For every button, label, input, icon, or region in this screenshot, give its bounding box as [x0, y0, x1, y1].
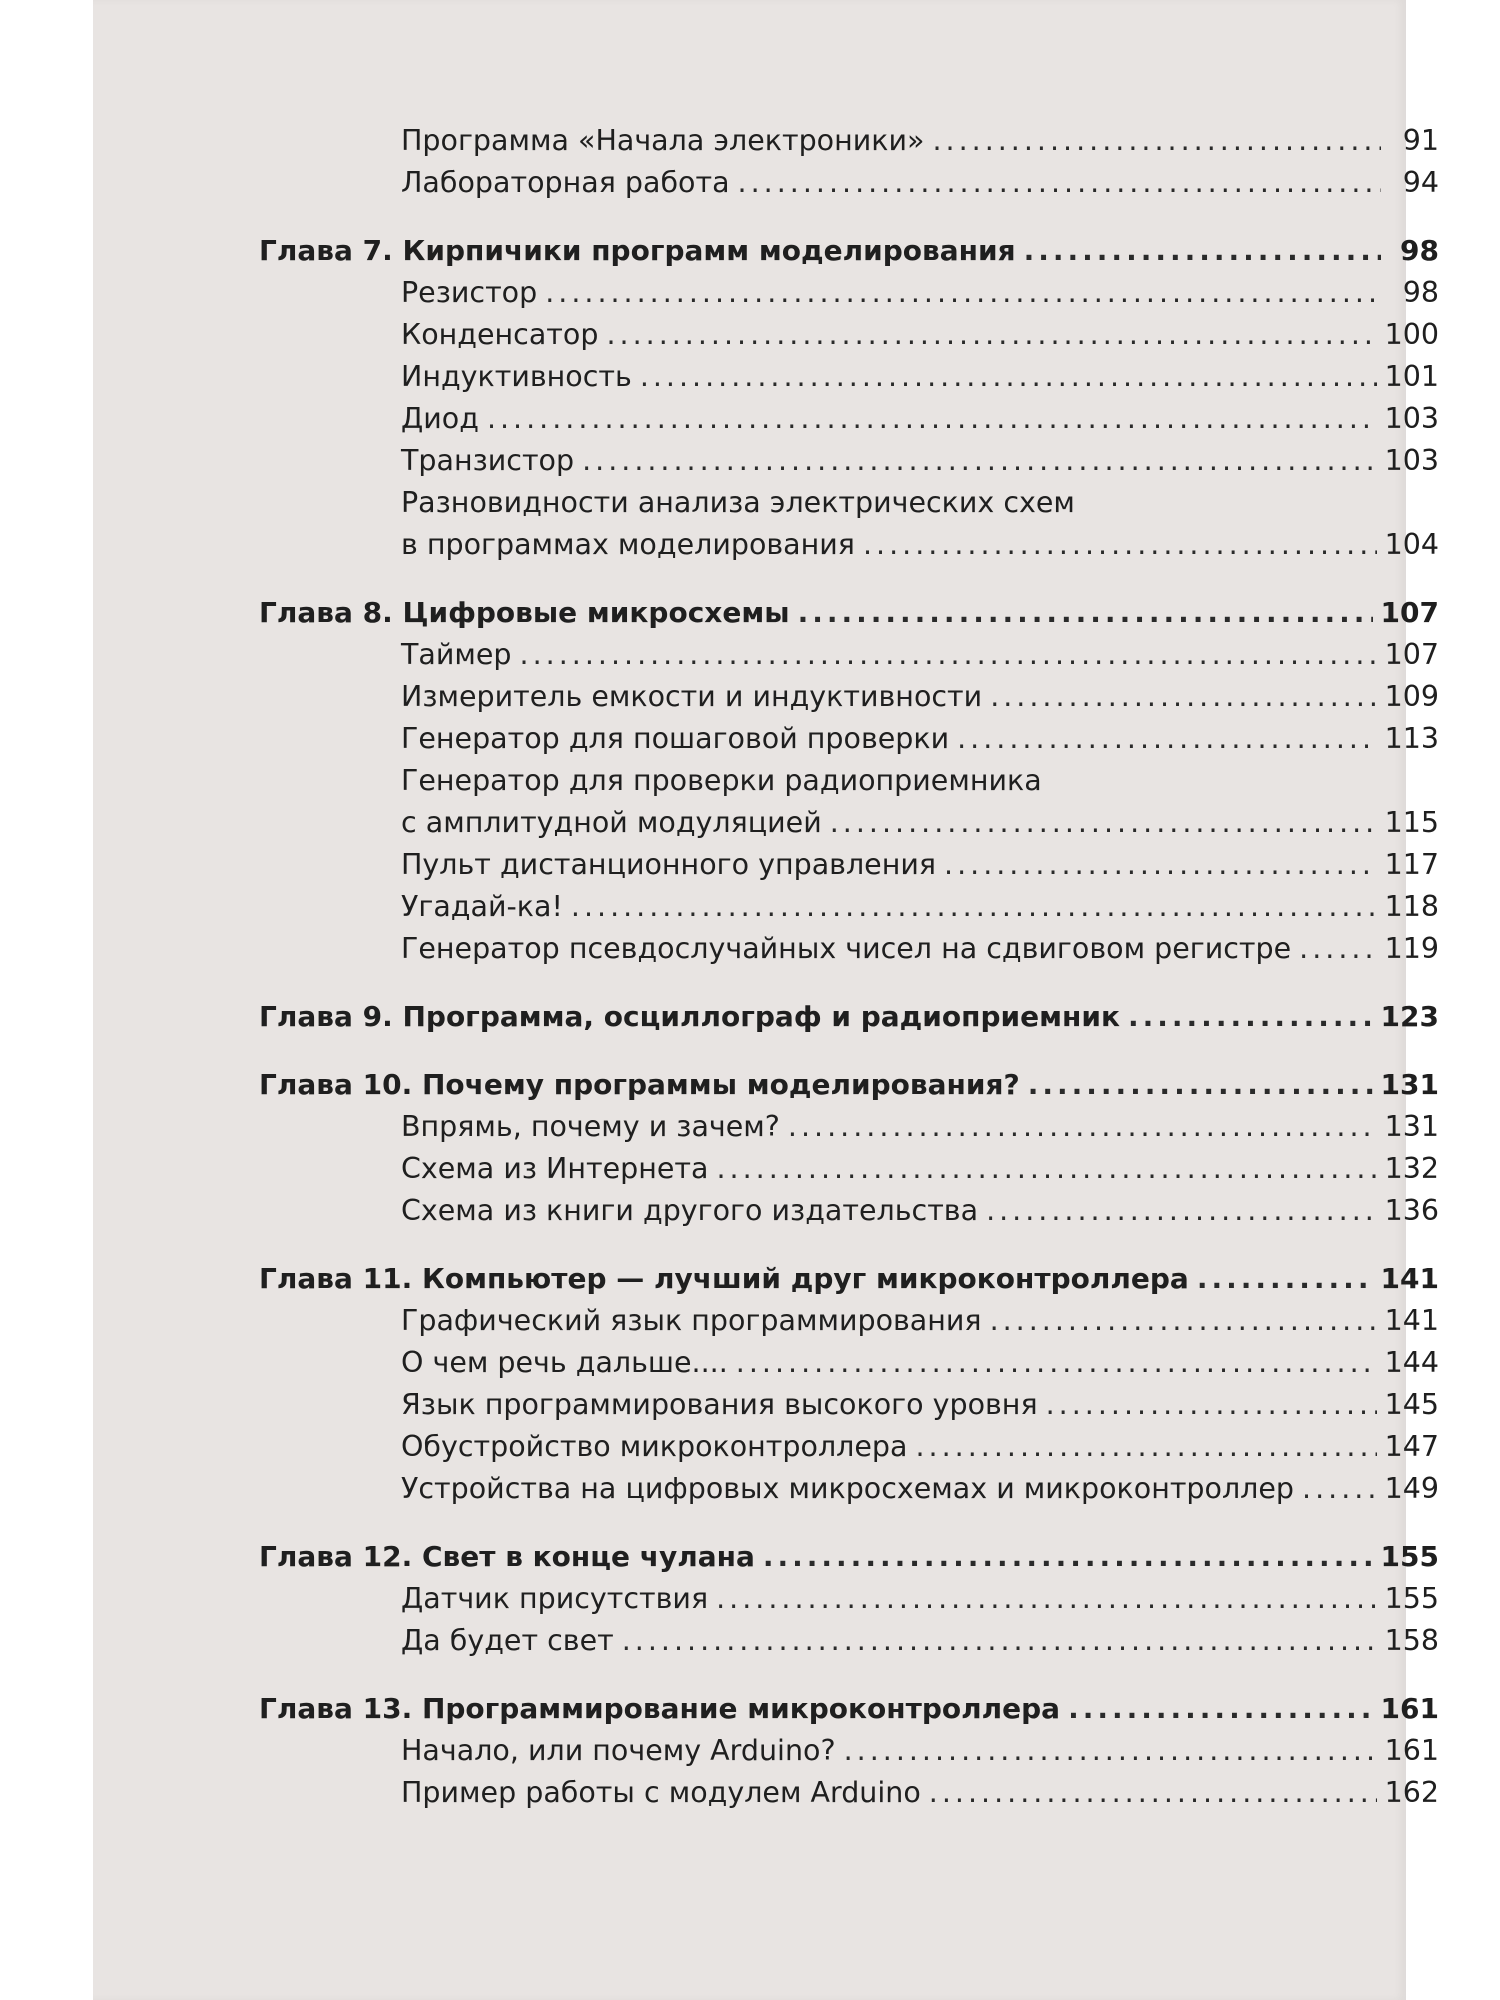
- leader-dots: [716, 1578, 1377, 1620]
- leader-dots: [545, 272, 1381, 314]
- leader-dots: [1024, 230, 1381, 272]
- leader-dots: [640, 356, 1377, 398]
- toc-entry-line: Разновидности анализа электрических схем: [401, 486, 1075, 519]
- toc-entry: Генератор для пошаговой проверки ..... 113: [401, 718, 1439, 760]
- toc-entry: Схема из Интернета ..... 132: [401, 1148, 1439, 1190]
- leader-dots: [571, 886, 1377, 928]
- leader-dots: [582, 440, 1377, 482]
- toc-entry: Датчик присутствия ..... 155: [401, 1578, 1439, 1620]
- toc-entry: Конденсатор ..... 100: [401, 314, 1439, 356]
- chapter-heading: Глава 10. Почему программы моделирования? ..... 131: [259, 1064, 1439, 1106]
- toc-entry: Пример работы с модулем Arduino ..... 162: [401, 1772, 1439, 1814]
- toc-entry: О чем речь дальше.... ..... 144: [401, 1342, 1439, 1384]
- leader-dots: [990, 676, 1376, 718]
- toc-entry: Язык программирования высокого уровня ..... 145: [401, 1384, 1439, 1426]
- toc-entry: Измеритель емкости и индуктивности ..... 109: [401, 676, 1439, 718]
- leader-dots: [1046, 1384, 1377, 1426]
- leader-dots: [736, 1342, 1377, 1384]
- leader-dots: [1299, 928, 1376, 970]
- leader-dots: [487, 398, 1377, 440]
- leader-dots: [520, 634, 1377, 676]
- leader-dots: [944, 844, 1377, 886]
- leader-dots: [738, 162, 1381, 204]
- toc-entry: Пульт дистанционного управления ..... 117: [401, 844, 1439, 886]
- leader-dots: [915, 1426, 1376, 1468]
- chapter-heading: Глава 11. Компьютер — лучший друг микроконтроллера ..... 141: [259, 1258, 1439, 1300]
- book-page: [93, 0, 1439, 2000]
- leader-dots: [1302, 1468, 1377, 1510]
- toc-entry: Генератор псевдослучайных чисел на сдвиговом регистре ..... 119: [401, 928, 1439, 970]
- toc-entry: Да будет свет ..... 158: [401, 1620, 1439, 1662]
- leader-dots: [1197, 1258, 1373, 1300]
- toc-entry: Резистор ..... 98: [401, 272, 1439, 314]
- toc-entry: Угадай-ка! ..... 118: [401, 886, 1439, 928]
- leader-dots: [932, 120, 1381, 162]
- toc-entry: Схема из книги другого издательства ..... 136: [401, 1190, 1439, 1232]
- leader-dots: [844, 1730, 1377, 1772]
- leader-dots: [1068, 1688, 1372, 1730]
- toc-entry: Диод ..... 103: [401, 398, 1439, 440]
- chapter-heading: Глава 7. Кирпичики программ моделирования ..... 98: [259, 230, 1439, 272]
- leader-dots: [863, 524, 1377, 566]
- leader-dots: [1128, 996, 1373, 1038]
- toc-entry: Обустройство микроконтроллера ..... 147: [401, 1426, 1439, 1468]
- toc-entry: Лабораторная работа ..... 94: [401, 162, 1439, 204]
- chapter-heading: Глава 9. Программа, осциллограф и радиоприемник ..... 123: [259, 996, 1439, 1038]
- toc-entry: Программа «Начала электроники» ..... 91: [401, 120, 1439, 162]
- leader-dots: [798, 592, 1373, 634]
- leader-dots: [830, 802, 1377, 844]
- leader-dots: [606, 314, 1376, 356]
- toc-entry: Таймер ..... 107: [401, 634, 1439, 676]
- toc-entry: Начало, или почему Arduino? ..... 161: [401, 1730, 1439, 1772]
- chapter-heading: Глава 12. Свет в конце чулана ..... 155: [259, 1536, 1439, 1578]
- toc-entry-line: Генератор для проверки радиоприемника: [401, 764, 1042, 797]
- leader-dots: [929, 1772, 1377, 1814]
- toc-entry: Устройства на цифровых микросхемах и микроконтроллер ..... 149: [401, 1468, 1439, 1510]
- toc-entry: Индуктивность ..... 101: [401, 356, 1439, 398]
- leader-dots: [622, 1620, 1377, 1662]
- toc-entry: с амплитудной модуляцией ..... 115: [401, 802, 1439, 844]
- leader-dots: [788, 1106, 1377, 1148]
- toc-entry: Транзистор ..... 103: [401, 440, 1439, 482]
- leader-dots: [957, 718, 1376, 760]
- toc-entry: в программах моделирования ..... 104: [401, 524, 1439, 566]
- leader-dots: [990, 1300, 1377, 1342]
- chapter-heading: Глава 13. Программирование микроконтроллера ..... 161: [259, 1688, 1439, 1730]
- toc-entry: Графический язык программирования ..... 141: [401, 1300, 1439, 1342]
- leader-dots: [716, 1148, 1376, 1190]
- table-of-contents: [259, 120, 1439, 1814]
- leader-dots: [986, 1190, 1377, 1232]
- leader-dots: [1028, 1064, 1373, 1106]
- toc-entry: Впрямь, почему и зачем? ..... 131: [401, 1106, 1439, 1148]
- leader-dots: [763, 1536, 1373, 1578]
- chapter-heading: Глава 8. Цифровые микросхемы ..... 107: [259, 592, 1439, 634]
